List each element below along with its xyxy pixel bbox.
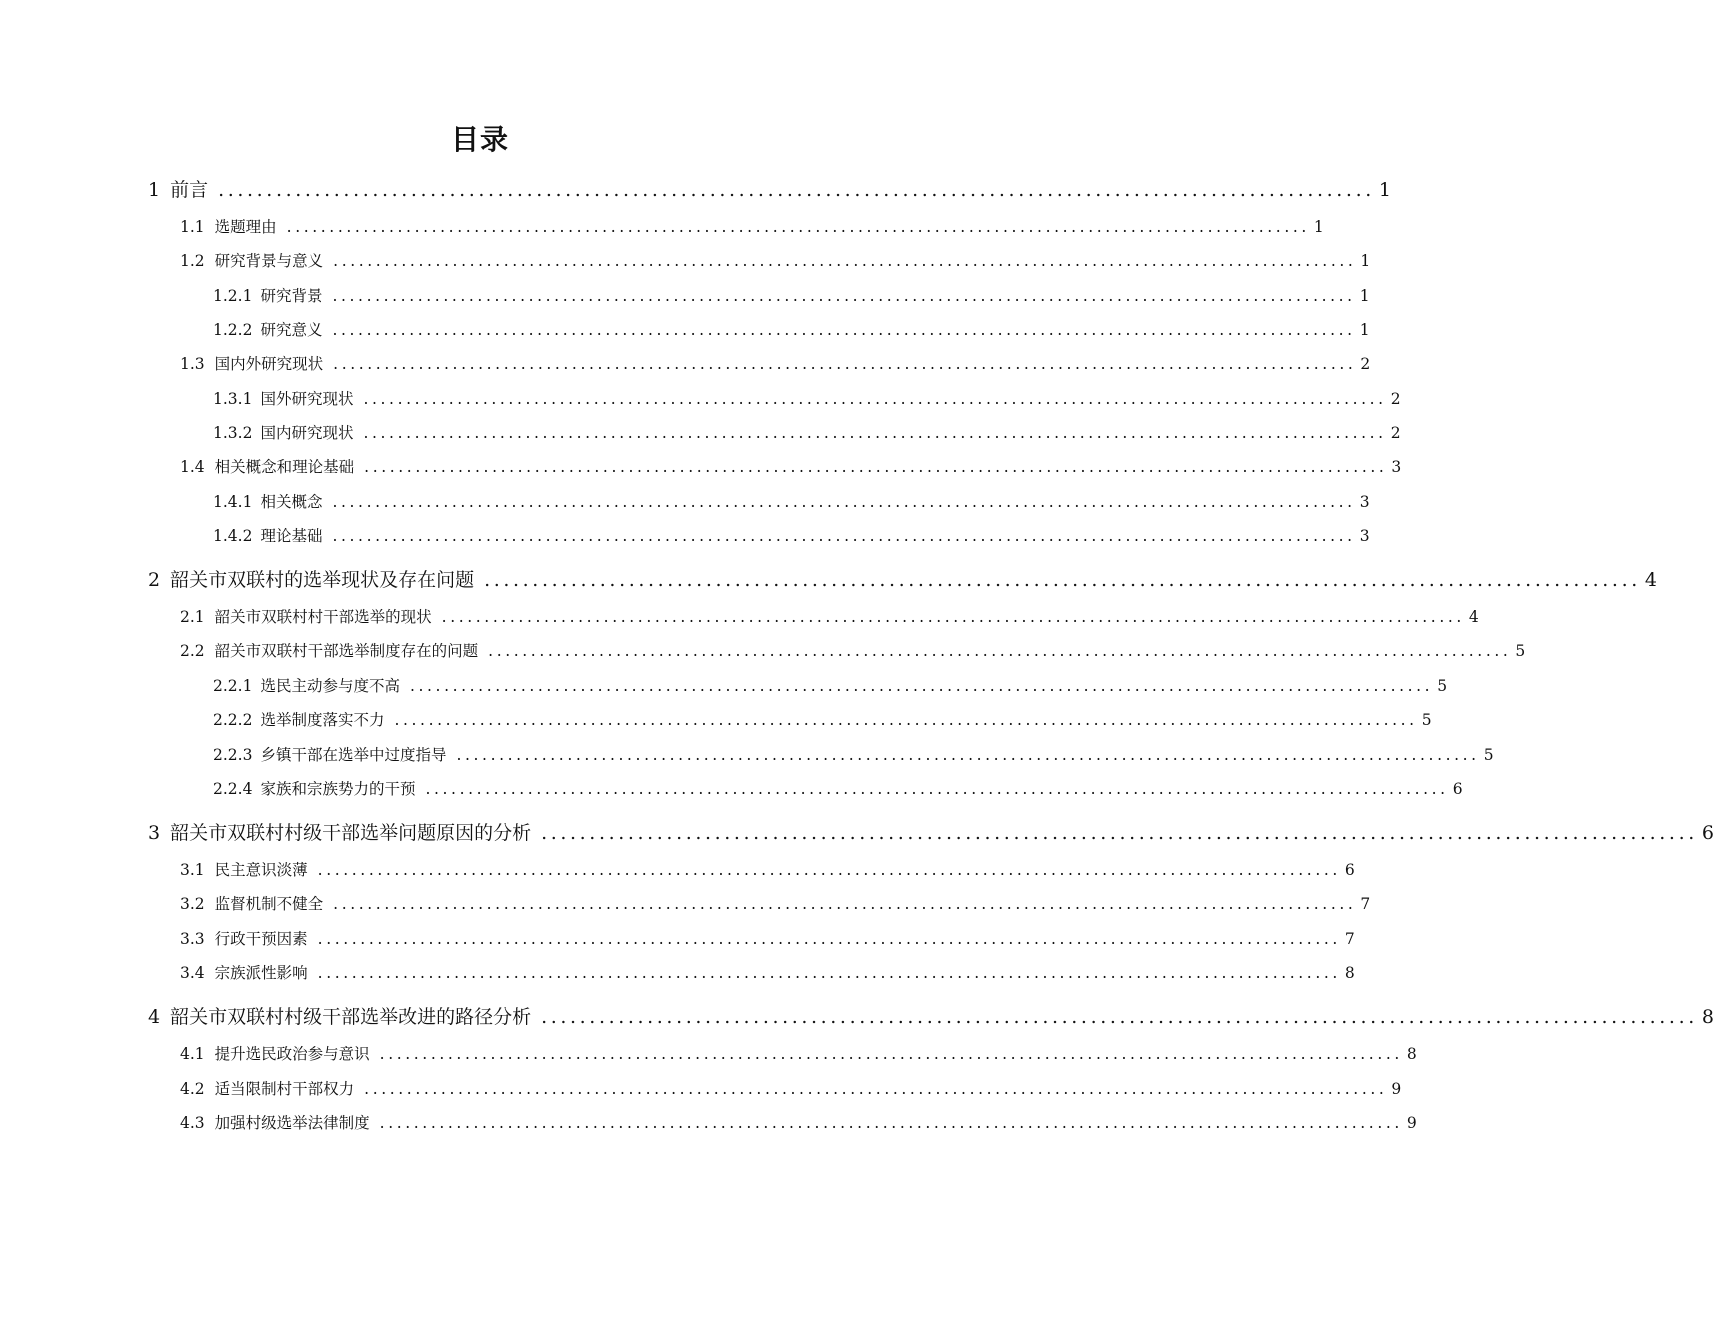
toc-entry[interactable] bbox=[180, 1077, 1402, 1099]
toc-entry-label: 选题理由 bbox=[214, 218, 277, 236]
toc-entry-number: 4.3 bbox=[180, 1114, 205, 1132]
toc-entry-label: 加强村级选举法律制度 bbox=[214, 1114, 370, 1132]
toc-entry[interactable] bbox=[180, 1111, 1417, 1133]
toc-entry-label: 国外研究现状 bbox=[260, 390, 354, 408]
toc-entry-label: 国内研究现状 bbox=[260, 424, 354, 442]
toc-entry-page-number: 7 bbox=[1360, 895, 1371, 913]
toc-entry-number: 2.2 bbox=[180, 642, 205, 660]
toc-entry-page-number: 6 bbox=[1452, 780, 1463, 798]
toc-entry-label: 家族和宗族势力的干预 bbox=[260, 780, 416, 798]
toc-entry-leader: ........................................................................................................................ bbox=[333, 355, 1357, 373]
toc-entry-leader: ........................................................................................................................ bbox=[379, 1045, 1403, 1063]
toc-entry-number: 1.1 bbox=[180, 218, 205, 236]
toc-entry-number: 1.4.2 bbox=[213, 527, 253, 545]
toc-entry-label: 选民主动参与度不高 bbox=[260, 677, 400, 695]
toc-entry-page-number: 5 bbox=[1421, 711, 1432, 729]
toc-entry-label: 国内外研究现状 bbox=[214, 355, 324, 373]
toc-entry-number: 1.4 bbox=[180, 458, 205, 476]
toc-entry-leader: ........................................................................................................................ bbox=[317, 861, 1341, 879]
toc-entry-label: 民主意识淡薄 bbox=[214, 861, 308, 879]
toc-entry[interactable] bbox=[213, 708, 1432, 730]
toc-entry-label: 行政干预因素 bbox=[214, 930, 308, 948]
toc-entry-leader: ........................................................................................................................ bbox=[364, 458, 1388, 476]
toc-entry[interactable] bbox=[213, 421, 1401, 443]
toc-entry-page-number: 8 bbox=[1344, 964, 1355, 982]
toc-entry-label: 研究意义 bbox=[260, 321, 323, 339]
toc-entry-page-number: 3 bbox=[1359, 527, 1370, 545]
toc-entry[interactable] bbox=[148, 1002, 1714, 1029]
toc-entry-number: 1.2.2 bbox=[213, 321, 253, 339]
toc-entry-label: 韶关市双联村干部选举制度存在的问题 bbox=[214, 642, 479, 660]
toc-entry-leader: ........................................................................................................................ bbox=[317, 930, 1341, 948]
toc-title: 目录 bbox=[450, 123, 509, 156]
toc-entry[interactable] bbox=[180, 352, 1371, 374]
toc-entry-page-number: 4 bbox=[1644, 569, 1657, 591]
toc-entry-page-number: 1 bbox=[1359, 287, 1370, 305]
toc-entry-leader: ........................................................................................................................ bbox=[456, 746, 1480, 764]
toc-entry[interactable] bbox=[213, 284, 1370, 306]
toc-entry-number: 1.2 bbox=[180, 252, 205, 270]
toc-entry-label: 韶关市双联村的选举现状及存在问题 bbox=[170, 569, 475, 591]
toc-entry-leader: ........................................................................................................................ bbox=[409, 677, 1434, 695]
toc-entry[interactable] bbox=[180, 1042, 1417, 1064]
toc-entry-label: 研究背景 bbox=[260, 287, 323, 305]
toc-entry-leader: ........................................................................................................................ bbox=[317, 964, 1341, 982]
toc-entry-number: 2.2.4 bbox=[213, 780, 253, 798]
toc-entry[interactable] bbox=[213, 387, 1401, 409]
toc-entry-number: 2 bbox=[148, 569, 161, 591]
toc-entry-page-number: 2 bbox=[1390, 424, 1401, 442]
toc-entry[interactable] bbox=[148, 818, 1714, 845]
toc-entry-number: 1.4.1 bbox=[213, 493, 253, 511]
toc-entry[interactable] bbox=[180, 605, 1479, 627]
toc-entry-leader: ........................................................................................................................ bbox=[379, 1114, 1403, 1132]
toc-entry[interactable] bbox=[180, 215, 1324, 237]
toc-entry[interactable] bbox=[213, 524, 1370, 546]
toc-entry-leader: ........................................................................................................................ bbox=[364, 1080, 1388, 1098]
toc-entry-leader: ........................................................................................................................ bbox=[286, 218, 1310, 236]
toc-entry-label: 相关概念 bbox=[260, 493, 323, 511]
toc-entry-label: 选举制度落实不力 bbox=[260, 711, 385, 729]
toc-entry-number: 3.2 bbox=[180, 895, 205, 913]
toc-entry-leader: ........................................................................................................................ bbox=[441, 608, 1465, 626]
toc-entry[interactable] bbox=[213, 490, 1370, 512]
toc-entry-number: 3.1 bbox=[180, 861, 205, 879]
toc-entry-label: 宗族派性影响 bbox=[214, 964, 308, 982]
toc-entry[interactable] bbox=[213, 318, 1370, 340]
toc-entry-number: 3.4 bbox=[180, 964, 205, 982]
toc-entry-leader: ........................................................................................................................ bbox=[333, 895, 1357, 913]
toc-entry-number: 4.1 bbox=[180, 1045, 205, 1063]
toc-entry-number: 2.2.2 bbox=[213, 711, 253, 729]
toc-entry-leader: ........................................................................................................................ bbox=[394, 711, 1418, 729]
toc-entry[interactable] bbox=[180, 927, 1355, 949]
toc-entry-leader: ........................................................................................................................ bbox=[332, 493, 1356, 511]
toc-entry-number: 4.2 bbox=[180, 1080, 205, 1098]
toc-entry[interactable] bbox=[180, 892, 1371, 914]
toc-entry-number: 3 bbox=[148, 822, 161, 844]
toc-entry-label: 韶关市双联村村级干部选举改进的路径分析 bbox=[170, 1006, 532, 1028]
toc-entry-leader: ........................................................................................................................ bbox=[484, 569, 1641, 591]
toc-entry-page-number: 7 bbox=[1344, 930, 1355, 948]
toc-entry-label: 提升选民政治参与意识 bbox=[214, 1045, 370, 1063]
toc-entry-leader: ........................................................................................................................ bbox=[332, 287, 1356, 305]
toc-entry-page-number: 3 bbox=[1359, 493, 1370, 511]
toc-entry-page-number: 8 bbox=[1406, 1045, 1417, 1063]
toc-entry-label: 研究背景与意义 bbox=[214, 252, 324, 270]
toc-entry[interactable] bbox=[148, 565, 1657, 592]
toc-entry-number: 1.3.1 bbox=[213, 390, 253, 408]
toc-entry-leader: ........................................................................................................................ bbox=[332, 527, 1356, 545]
toc-entry-page-number: 6 bbox=[1344, 861, 1355, 879]
toc-entry-number: 2.1 bbox=[180, 608, 205, 626]
toc-entry-page-number: 4 bbox=[1468, 608, 1479, 626]
toc-entry[interactable] bbox=[213, 674, 1448, 696]
toc-entry-label: 理论基础 bbox=[260, 527, 323, 545]
toc-entry-leader: ........................................................................................................................ bbox=[425, 780, 1449, 798]
toc-entry-page-number: 3 bbox=[1391, 458, 1402, 476]
toc-entry-leader: ........................................................................................................................ bbox=[332, 321, 1356, 339]
toc-entry[interactable] bbox=[180, 639, 1526, 661]
toc-entry-label: 监督机制不健全 bbox=[214, 895, 324, 913]
toc-entry-leader: ........................................................................................................................ bbox=[488, 642, 1512, 660]
toc-entry-page-number: 2 bbox=[1360, 355, 1371, 373]
toc-entry-page-number: 6 bbox=[1701, 822, 1714, 844]
toc-entry-page-number: 5 bbox=[1483, 746, 1494, 764]
toc-entry-number: 1.2.1 bbox=[213, 287, 253, 305]
toc-entry[interactable] bbox=[180, 455, 1402, 477]
toc-entry-page-number: 9 bbox=[1391, 1080, 1402, 1098]
toc-entry-leader: ........................................................................................................................ bbox=[363, 390, 1387, 408]
toc-entry-label: 前言 bbox=[170, 179, 209, 201]
toc-entry-label: 乡镇干部在选举中过度指导 bbox=[260, 746, 447, 764]
toc-entry-page-number: 1 bbox=[1359, 321, 1370, 339]
toc-entry-label: 相关概念和理论基础 bbox=[214, 458, 355, 476]
toc-entry[interactable] bbox=[148, 175, 1391, 202]
toc-entry-number: 1 bbox=[148, 179, 161, 201]
toc-entry-page-number: 2 bbox=[1390, 390, 1401, 408]
toc-entry-leader: ........................................................................................................................ bbox=[363, 424, 1387, 442]
toc-entry-label: 韶关市双联村村级干部选举问题原因的分析 bbox=[170, 822, 532, 844]
toc-entry-number: 1.3 bbox=[180, 355, 205, 373]
toc-entry[interactable] bbox=[180, 961, 1355, 983]
toc-entry-page-number: 1 bbox=[1360, 252, 1371, 270]
toc-entry[interactable] bbox=[213, 743, 1494, 765]
toc-entry-leader: ........................................................................................................................ bbox=[541, 822, 1698, 844]
toc-entry-leader: ........................................................................................................................ bbox=[333, 252, 1357, 270]
toc-entry-page-number: 9 bbox=[1406, 1114, 1417, 1132]
toc-entry[interactable] bbox=[213, 777, 1463, 799]
toc-entry-leader: ........................................................................................................................ bbox=[541, 1006, 1698, 1028]
toc-entry-page-number: 8 bbox=[1701, 1006, 1714, 1028]
toc-entry-number: 2.2.1 bbox=[213, 677, 253, 695]
toc-entry-number: 3.3 bbox=[180, 930, 205, 948]
toc-entry-label: 韶关市双联村村干部选举的现状 bbox=[214, 608, 432, 626]
toc-entry-leader: ........................................................................................................................ bbox=[218, 179, 1375, 201]
toc-entry-number: 4 bbox=[148, 1006, 161, 1028]
toc-entry-number: 1.3.2 bbox=[213, 424, 253, 442]
toc-entry[interactable] bbox=[180, 858, 1355, 880]
toc-entry[interactable] bbox=[180, 249, 1371, 271]
toc-entry-page-number: 1 bbox=[1378, 179, 1391, 201]
toc-entry-number: 2.2.3 bbox=[213, 746, 253, 764]
toc-entry-page-number: 1 bbox=[1313, 218, 1324, 236]
toc-entry-page-number: 5 bbox=[1437, 677, 1448, 695]
toc-entry-page-number: 5 bbox=[1515, 642, 1526, 660]
toc-entry-label: 适当限制村干部权力 bbox=[214, 1080, 355, 1098]
